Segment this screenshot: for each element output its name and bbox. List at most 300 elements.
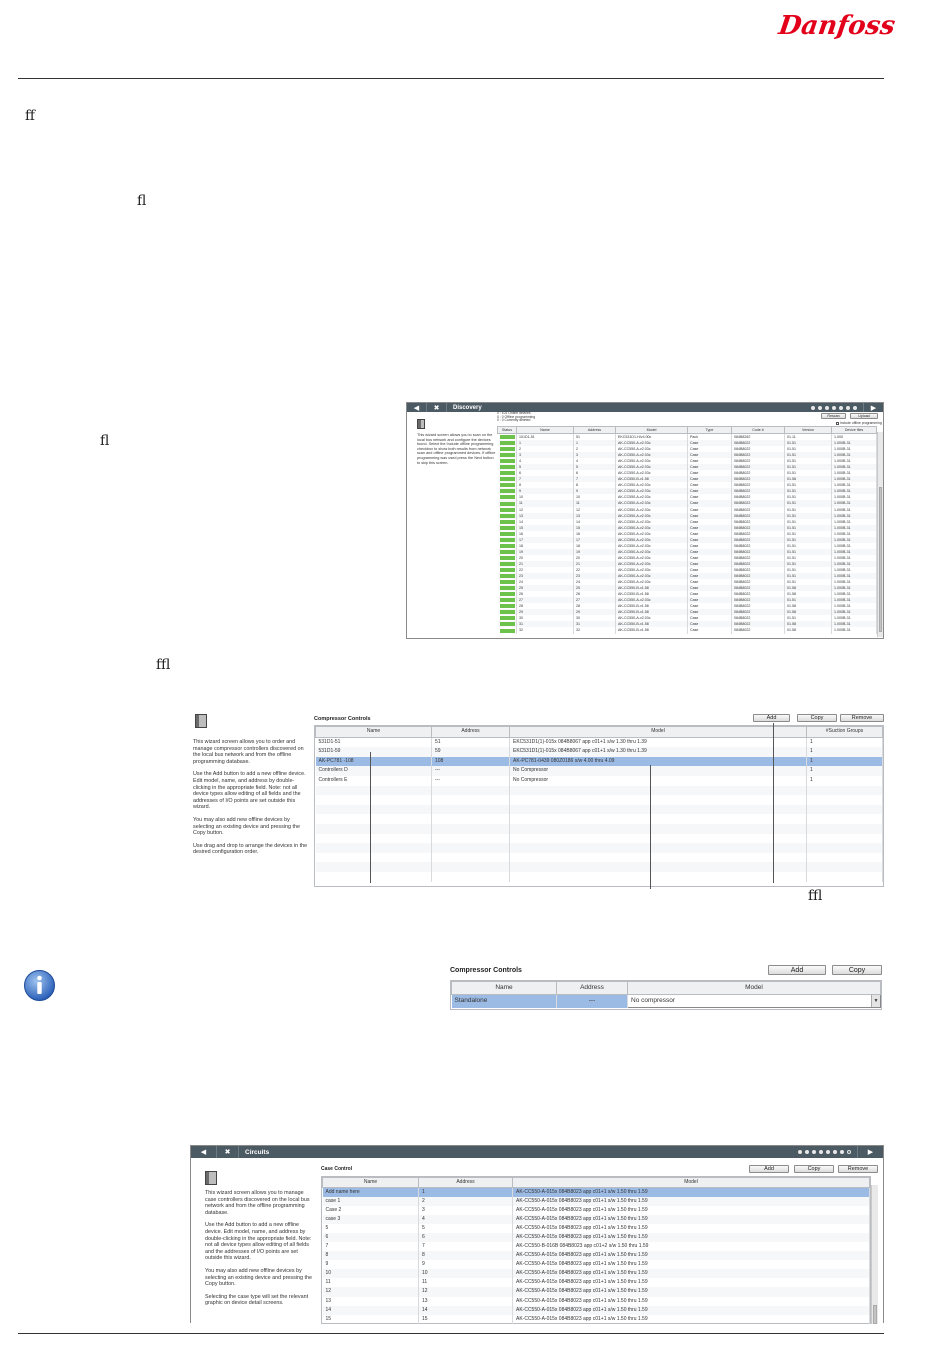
cell-code: 084B8022 bbox=[732, 603, 785, 609]
cell-status bbox=[498, 513, 517, 519]
wizard-progress-dots bbox=[811, 406, 863, 410]
standalone-table bbox=[450, 980, 882, 1010]
cell-code: 084B8022 bbox=[732, 621, 785, 627]
glyph-ff: ﬀ bbox=[25, 108, 35, 124]
cell-address[interactable]: 2 bbox=[419, 1197, 513, 1206]
cell-version: 01.58 bbox=[785, 627, 832, 633]
empty-cell bbox=[807, 814, 883, 824]
empty-cell bbox=[510, 824, 807, 834]
cell-type: Case bbox=[688, 440, 732, 446]
col-address[interactable]: Address bbox=[574, 427, 616, 434]
cell-name[interactable]: Add name here bbox=[323, 1188, 419, 1198]
col-status[interactable]: Status bbox=[498, 427, 517, 434]
cell-type: Case bbox=[688, 513, 732, 519]
cell-version: 01.51 bbox=[785, 452, 832, 458]
cell-code: 084B8022 bbox=[732, 519, 785, 525]
legend-deleted: 0 : 0 Currently deleted bbox=[497, 418, 531, 423]
discovery-window bbox=[406, 402, 884, 639]
table-row[interactable] bbox=[323, 1224, 870, 1233]
cell-model[interactable]: AK-CC550-A-015x 084B8023 app c01+1 s/w 1.50 thru 1.59 bbox=[513, 1306, 870, 1315]
cell-name: 11 bbox=[517, 500, 574, 506]
empty-cell bbox=[432, 843, 510, 853]
cell-type: Case bbox=[688, 567, 732, 573]
help-paragraph: Use drag and drop to arrange the devices in the desired configuration order. bbox=[193, 842, 308, 856]
cell-code: 084B8022 bbox=[732, 609, 785, 615]
table-row[interactable] bbox=[323, 1306, 870, 1315]
table-row[interactable] bbox=[323, 1260, 870, 1269]
scrollbar-thumb[interactable] bbox=[873, 1305, 877, 1324]
cell-name[interactable]: Controllers D bbox=[316, 766, 432, 776]
cell-model[interactable]: AK-CC550-A-015x 084B8023 app c01+1 s/w 1.50 thru 1.59 bbox=[513, 1206, 870, 1215]
cell-address[interactable]: --- bbox=[557, 995, 628, 1008]
cell-model[interactable]: No Compressor bbox=[510, 766, 807, 776]
cell-address[interactable]: 11 bbox=[419, 1278, 513, 1287]
cell-device-files: 1.000B-31 bbox=[832, 591, 877, 597]
cell-type: Case bbox=[688, 609, 732, 615]
cell-model[interactable]: EKC531D1(1)-015x 084B8067 app c01+1 s/w 1.30 thru 1.39 bbox=[510, 737, 807, 747]
col-model[interactable]: Model bbox=[616, 427, 688, 434]
cell-code: 084B8022 bbox=[732, 549, 785, 555]
cell-model[interactable]: No Compressor bbox=[510, 776, 807, 786]
cell-code: 084B8022 bbox=[732, 537, 785, 543]
cell-name[interactable]: Standalone bbox=[452, 995, 557, 1008]
cell-name: 20 bbox=[517, 555, 574, 561]
col-name[interactable]: Name bbox=[452, 982, 557, 995]
status-online-indicator bbox=[500, 435, 515, 439]
cell-address: 16 bbox=[574, 531, 616, 537]
cell-type: Case bbox=[688, 561, 732, 567]
status-online-indicator bbox=[500, 580, 515, 584]
table-row[interactable] bbox=[323, 1315, 870, 1324]
back-arrow-icon[interactable]: ◀ bbox=[407, 403, 427, 412]
cell-model[interactable]: AK-CC550-A-015x 084B8023 app c01+1 s/w 1.50 thru 1.59 bbox=[513, 1188, 870, 1198]
remove-button[interactable]: Remove bbox=[840, 714, 884, 722]
cell-version: 01.51 bbox=[785, 513, 832, 519]
cell-model[interactable]: AK-CC550-B-016B 084B8023 app c01+2 s/w 1.50 thru 1.59 bbox=[513, 1242, 870, 1251]
model-select-value: No compressor bbox=[631, 997, 676, 1004]
col-code[interactable]: Code # bbox=[732, 427, 785, 434]
cell-version: 01.51 bbox=[785, 561, 832, 567]
cell-name: 7 bbox=[517, 476, 574, 482]
col-address[interactable]: Address bbox=[432, 727, 510, 738]
discovery-scrollbar[interactable] bbox=[877, 432, 883, 637]
cell-device-files: 1.000B-31 bbox=[832, 531, 877, 537]
col-version[interactable]: Version bbox=[785, 427, 832, 434]
add-button[interactable]: Add bbox=[768, 965, 826, 975]
empty-cell bbox=[807, 872, 883, 882]
remove-button[interactable]: Remove bbox=[838, 1165, 878, 1173]
cell-code: 084B8022 bbox=[732, 525, 785, 531]
cell-model[interactable]: AK-CC550-A-015x 084B8023 app c01+1 s/w 1.50 thru 1.59 bbox=[513, 1197, 870, 1206]
cell-name[interactable]: case 3 bbox=[323, 1215, 419, 1224]
cell-model: AK-CC550-A-v2.03c bbox=[616, 537, 688, 543]
cell-model[interactable]: AK-CC550-A-015x 084B8023 app c01+1 s/w 1.50 thru 1.59 bbox=[513, 1260, 870, 1269]
table-row[interactable] bbox=[323, 1297, 870, 1306]
cell-address[interactable]: 10 bbox=[419, 1269, 513, 1278]
cell-address[interactable]: 3 bbox=[419, 1206, 513, 1215]
callout-line-name bbox=[370, 752, 371, 883]
cell-name[interactable]: AK-PC781 -108 bbox=[316, 757, 432, 767]
table-row[interactable] bbox=[323, 1278, 870, 1287]
cell-type: Case bbox=[688, 591, 732, 597]
col-model[interactable]: Model bbox=[513, 1178, 870, 1188]
window-title: Circuits bbox=[245, 1148, 270, 1156]
status-online-indicator bbox=[500, 532, 515, 536]
cell-model: AK-CC550-A-v2.03c bbox=[616, 573, 688, 579]
compressor-table bbox=[314, 725, 884, 887]
status-online-indicator bbox=[500, 622, 515, 626]
col-suction-groups[interactable]: #Suction Groups bbox=[807, 727, 883, 738]
help-paragraph: You may also add new offline devices by selecting an existing device and pressing the Copy button. bbox=[193, 816, 300, 837]
cell-type: Case bbox=[688, 525, 732, 531]
cell-status bbox=[498, 627, 517, 633]
cell-name[interactable]: 6 bbox=[323, 1233, 419, 1242]
cell-status bbox=[498, 549, 517, 555]
cell-name: 9 bbox=[517, 488, 574, 494]
cell-address: 31 bbox=[574, 621, 616, 627]
cell-address[interactable]: 9 bbox=[419, 1260, 513, 1269]
empty-cell bbox=[510, 862, 807, 872]
next-arrow-icon[interactable]: ▶ bbox=[863, 403, 883, 412]
info-icon bbox=[23, 969, 56, 1002]
cell-type: Case bbox=[688, 507, 732, 513]
cell-name[interactable]: 5 bbox=[323, 1224, 419, 1233]
table-row[interactable] bbox=[323, 1188, 870, 1198]
cell-name: 4 bbox=[517, 458, 574, 464]
col-name[interactable]: Name bbox=[316, 727, 432, 738]
danfoss-logo bbox=[776, 4, 898, 44]
col-name[interactable]: Name bbox=[323, 1178, 419, 1188]
empty-cell bbox=[432, 795, 510, 805]
empty-cell bbox=[807, 843, 883, 853]
table-row[interactable] bbox=[323, 1206, 870, 1215]
cell-code: 084B8262 bbox=[732, 434, 785, 441]
cell-model[interactable]: AK-CC550-A-015x 084B8023 app c01+1 s/w 1.50 thru 1.59 bbox=[513, 1315, 870, 1324]
copy-button[interactable]: Copy bbox=[832, 965, 882, 975]
chevron-down-icon[interactable]: ▼ bbox=[871, 995, 880, 1007]
circuits-table bbox=[321, 1176, 871, 1324]
cell-address: 23 bbox=[574, 573, 616, 579]
table-row[interactable] bbox=[323, 1287, 870, 1296]
status-online-indicator bbox=[500, 610, 515, 614]
cell-type: Case bbox=[688, 452, 732, 458]
add-button[interactable]: Add bbox=[753, 714, 790, 722]
cell-suction-groups[interactable]: 1 bbox=[807, 776, 883, 786]
cell-type: Pack bbox=[688, 434, 732, 441]
cell-version: 01.51 bbox=[785, 597, 832, 603]
copy-button[interactable]: Copy bbox=[794, 1165, 834, 1173]
cell-name[interactable]: 8 bbox=[323, 1251, 419, 1260]
cell-address: 26 bbox=[574, 591, 616, 597]
book-icon bbox=[195, 714, 207, 728]
cell-version: 01.51 bbox=[785, 519, 832, 525]
cell-address: 8 bbox=[574, 482, 616, 488]
cell-type: Case bbox=[688, 494, 732, 500]
col-model[interactable]: Model bbox=[628, 982, 881, 995]
cell-address: 15 bbox=[574, 525, 616, 531]
scrollbar-thumb[interactable] bbox=[879, 487, 882, 632]
help-paragraph: This wizard screen allows you to order and manage compressor controllers discovered on the local bus network and from the offline programming database. bbox=[193, 739, 304, 765]
cell-name[interactable]: 14 bbox=[323, 1306, 419, 1315]
col-name[interactable]: Name bbox=[517, 427, 574, 434]
cell-address[interactable]: 1 bbox=[419, 1188, 513, 1198]
cell-model: AK-CC550-A-v2.03c bbox=[616, 458, 688, 464]
empty-row bbox=[316, 872, 883, 882]
cell-model[interactable]: EKC531D1(1)-015x 084B8067 app c01+1 s/w 1.30 thru 1.39 bbox=[510, 747, 807, 757]
cell-name[interactable]: 531D1-51 bbox=[316, 737, 432, 747]
cell-model: AK-CC550-A-v2.03c bbox=[616, 446, 688, 452]
cell-name: 2 bbox=[517, 446, 574, 452]
add-button[interactable]: Add bbox=[749, 1165, 789, 1173]
cell-version: 01.51 bbox=[785, 579, 832, 585]
cell-address[interactable]: 13 bbox=[419, 1297, 513, 1306]
table-row[interactable] bbox=[498, 627, 877, 633]
cell-version: 01.51 bbox=[785, 446, 832, 452]
cell-name: 29 bbox=[517, 609, 574, 615]
book-icon bbox=[417, 419, 425, 429]
glyph-ffl: ﬄ bbox=[156, 657, 171, 673]
empty-cell bbox=[432, 814, 510, 824]
callout-line-model bbox=[650, 765, 651, 889]
cell-model[interactable]: AK-PC781-0439 080Z0186 s/w 4.00 thru 4.09 bbox=[510, 757, 807, 767]
cell-name[interactable]: case 1 bbox=[323, 1197, 419, 1206]
status-legend bbox=[497, 412, 535, 423]
cell-address: 28 bbox=[574, 603, 616, 609]
cell-suction-groups[interactable]: 1 bbox=[807, 747, 883, 757]
cell-address: 27 bbox=[574, 597, 616, 603]
cell-device-files: 1.000B-31 bbox=[832, 537, 877, 543]
empty-cell bbox=[432, 824, 510, 834]
cell-type: Case bbox=[688, 585, 732, 591]
model-select[interactable] bbox=[628, 995, 881, 1008]
cell-suction-groups[interactable]: 1 bbox=[807, 766, 883, 776]
cell-code: 084B8022 bbox=[732, 591, 785, 597]
empty-cell bbox=[432, 834, 510, 844]
copy-button[interactable]: Copy bbox=[797, 714, 837, 722]
cell-code: 084B8022 bbox=[732, 482, 785, 488]
cell-address: 2 bbox=[574, 446, 616, 452]
table-row[interactable] bbox=[316, 737, 883, 747]
cell-code: 084B8022 bbox=[732, 567, 785, 573]
cell-model: AK-CC550-A-v2.03c bbox=[616, 452, 688, 458]
cell-address[interactable]: 108 bbox=[432, 757, 510, 767]
cell-model[interactable]: AK-CC550-A-015x 084B8023 app c01+1 s/w 1.50 thru 1.59 bbox=[513, 1233, 870, 1242]
table-row[interactable] bbox=[316, 757, 883, 767]
status-online-indicator bbox=[500, 604, 515, 608]
table-row[interactable] bbox=[323, 1242, 870, 1251]
cell-code: 084B8022 bbox=[732, 440, 785, 446]
cell-device-files: 1.000B-31 bbox=[832, 476, 877, 482]
cell-device-files: 1.000B-31 bbox=[832, 519, 877, 525]
section-title: Compressor Controls bbox=[314, 716, 371, 722]
cell-address: 20 bbox=[574, 555, 616, 561]
cell-name: 32 bbox=[517, 627, 574, 633]
table-row[interactable] bbox=[316, 776, 883, 786]
cell-status bbox=[498, 531, 517, 537]
table-row[interactable] bbox=[316, 766, 883, 776]
cell-code: 084B8022 bbox=[732, 531, 785, 537]
cell-name[interactable]: 531D1-59 bbox=[316, 747, 432, 757]
status-online-indicator bbox=[500, 544, 515, 548]
cell-model: AK-CC550-A-v2.03c bbox=[616, 513, 688, 519]
cell-suction-groups[interactable]: 1 bbox=[807, 737, 883, 747]
discovery-titlebar bbox=[407, 403, 883, 412]
table-row[interactable] bbox=[323, 1251, 870, 1260]
cell-model[interactable]: AK-CC550-A-015x 084B8023 app c01+1 s/w 1.50 thru 1.59 bbox=[513, 1287, 870, 1296]
cell-address[interactable]: 51 bbox=[432, 737, 510, 747]
cell-name: 6 bbox=[517, 470, 574, 476]
cell-address[interactable]: 12 bbox=[419, 1287, 513, 1296]
cell-address[interactable]: 14 bbox=[419, 1306, 513, 1315]
table-row[interactable] bbox=[323, 1197, 870, 1206]
cell-code: 084B8022 bbox=[732, 476, 785, 482]
status-online-indicator bbox=[500, 489, 515, 493]
checkbox-label: Include offline programming bbox=[839, 421, 882, 425]
cell-model[interactable]: AK-CC550-A-015x 084B8023 app c01+1 s/w 1.50 thru 1.59 bbox=[513, 1251, 870, 1260]
include-offline-checkbox[interactable] bbox=[836, 421, 882, 425]
help-paragraph: This wizard screen allows you to manage case controllers discovered on the local bus network and from the offline programming database. bbox=[205, 1190, 310, 1216]
status-online-indicator bbox=[500, 586, 515, 590]
col-address[interactable]: Address bbox=[419, 1178, 513, 1188]
table-row[interactable] bbox=[323, 1233, 870, 1242]
cell-device-files: 1.000B-31 bbox=[832, 621, 877, 627]
cell-address: 21 bbox=[574, 561, 616, 567]
cell-model: AK-CC550-A-v2.03c bbox=[616, 464, 688, 470]
empty-cell bbox=[432, 853, 510, 863]
status-online-indicator bbox=[500, 574, 515, 578]
cell-name[interactable]: 15 bbox=[323, 1315, 419, 1324]
cell-type: Case bbox=[688, 476, 732, 482]
cell-address: 7 bbox=[574, 476, 616, 482]
upload-button[interactable]: Upload bbox=[850, 413, 878, 419]
cell-address[interactable]: 5 bbox=[419, 1224, 513, 1233]
checkbox-icon[interactable] bbox=[836, 422, 839, 425]
legend-offline: 0 : 0 Offline programming bbox=[497, 414, 536, 419]
table-row[interactable] bbox=[316, 747, 883, 757]
cell-type: Case bbox=[688, 446, 732, 452]
status-online-indicator bbox=[500, 465, 515, 469]
cell-name: 21 bbox=[517, 561, 574, 567]
cell-code: 084B8022 bbox=[732, 446, 785, 452]
col-address[interactable]: Address bbox=[557, 982, 628, 995]
cell-address: 30 bbox=[574, 615, 616, 621]
back-arrow-icon[interactable]: ◀ bbox=[191, 1146, 217, 1158]
cell-version: 01.51 bbox=[785, 500, 832, 506]
cell-model: AK-CC550-A-v2.03c bbox=[616, 470, 688, 476]
cell-model[interactable]: AK-CC550-A-015x 084B8023 app c01+1 s/w 1.50 thru 1.59 bbox=[513, 1297, 870, 1306]
cell-address[interactable]: 15 bbox=[419, 1315, 513, 1324]
cell-address[interactable]: 4 bbox=[419, 1215, 513, 1224]
cell-address[interactable]: 8 bbox=[419, 1251, 513, 1260]
table-row[interactable] bbox=[452, 995, 881, 1008]
cell-address[interactable]: 7 bbox=[419, 1242, 513, 1251]
col-type[interactable]: Type bbox=[688, 427, 732, 434]
cell-code: 084B8022 bbox=[732, 597, 785, 603]
cell-name: 10 bbox=[517, 494, 574, 500]
cell-code: 084B8022 bbox=[732, 561, 785, 567]
cell-version: 01.51 bbox=[785, 549, 832, 555]
cell-model: AK-CC550-B-v1.58 bbox=[616, 609, 688, 615]
cell-address: 9 bbox=[574, 488, 616, 494]
cell-code: 084B8022 bbox=[732, 470, 785, 476]
cell-model[interactable]: AK-CC550-A-015x 084B8023 app c01+1 s/w 1.50 thru 1.59 bbox=[513, 1215, 870, 1224]
cell-device-files: 1.000B-31 bbox=[832, 464, 877, 470]
cell-model: AK-CC550-A-v2.03c bbox=[616, 561, 688, 567]
empty-row bbox=[316, 843, 883, 853]
empty-cell bbox=[807, 862, 883, 872]
col-device-files[interactable]: Device files bbox=[832, 427, 877, 434]
cell-name[interactable]: 7 bbox=[323, 1242, 419, 1251]
cell-name: 30 bbox=[517, 615, 574, 621]
help-paragraph: Selecting the case type will set the relevant graphic on device detail screens. bbox=[205, 1293, 309, 1307]
cell-name: 1 bbox=[517, 440, 574, 446]
cell-type: Case bbox=[688, 488, 732, 494]
cell-type: Case bbox=[688, 627, 732, 633]
empty-cell bbox=[807, 834, 883, 844]
cell-model: AK-CC550-B-v1.58 bbox=[616, 621, 688, 627]
cell-version: 01.58 bbox=[785, 609, 832, 615]
cell-address[interactable]: 6 bbox=[419, 1233, 513, 1242]
cell-model: AK-CC550-A-v2.03c bbox=[616, 555, 688, 561]
cell-type: Case bbox=[688, 579, 732, 585]
cell-address: 12 bbox=[574, 507, 616, 513]
cell-name: 15 bbox=[517, 525, 574, 531]
cell-address[interactable]: 59 bbox=[432, 747, 510, 757]
empty-cell bbox=[510, 805, 807, 815]
cell-name[interactable]: Case 2 bbox=[323, 1206, 419, 1215]
discovery-table bbox=[497, 426, 877, 638]
cell-name[interactable]: 11 bbox=[323, 1278, 419, 1287]
cell-name[interactable]: 9 bbox=[323, 1260, 419, 1269]
empty-cell bbox=[316, 805, 432, 815]
col-model[interactable]: Model bbox=[510, 727, 807, 738]
status-online-indicator bbox=[500, 447, 515, 451]
glyph-fl: ﬂ bbox=[137, 193, 147, 209]
cell-model: AK-CC550-A-v2.03c bbox=[616, 525, 688, 531]
cell-name[interactable]: 12 bbox=[323, 1287, 419, 1296]
cell-model[interactable]: AK-CC550-A-015x 084B8023 app c01+1 s/w 1.50 thru 1.59 bbox=[513, 1278, 870, 1287]
cell-model: AK-CC550-A-v2.03c bbox=[616, 615, 688, 621]
cell-suction-groups[interactable]: 1 bbox=[807, 757, 883, 767]
cell-address: 22 bbox=[574, 567, 616, 573]
cell-address[interactable]: --- bbox=[432, 766, 510, 776]
cell-name[interactable]: 10 bbox=[323, 1269, 419, 1278]
cell-model[interactable]: AK-CC550-A-015x 084B8023 app c01+1 s/w 1.50 thru 1.59 bbox=[513, 1224, 870, 1233]
close-icon[interactable]: ✖ bbox=[427, 403, 447, 412]
table-row[interactable] bbox=[323, 1215, 870, 1224]
cell-device-files: 1.000B-31 bbox=[832, 549, 877, 555]
status-online-indicator bbox=[500, 441, 515, 445]
close-icon[interactable]: ✖ bbox=[217, 1146, 239, 1158]
rescan-button[interactable]: Rescan bbox=[821, 413, 846, 419]
cell-device-files: 1.000B-31 bbox=[832, 603, 877, 609]
cell-name[interactable]: 13 bbox=[323, 1297, 419, 1306]
circuits-scrollbar[interactable] bbox=[871, 1185, 878, 1324]
cell-type: Case bbox=[688, 543, 732, 549]
empty-cell bbox=[316, 786, 432, 796]
empty-cell bbox=[432, 872, 510, 882]
cell-model[interactable]: AK-CC550-A-015x 084B8023 app c01+1 s/w 1.50 thru 1.59 bbox=[513, 1269, 870, 1278]
cell-code: 084B8022 bbox=[732, 615, 785, 621]
cell-address[interactable]: --- bbox=[432, 776, 510, 786]
status-online-indicator bbox=[500, 459, 515, 463]
discovery-help-text: This wizard screen allows you to scan on the local bus network and configure the devices found. Select the Include offline programming checkbox to show both results from network scan and offline programmed devices. If offline programming was used press the Next button to skip this screen. bbox=[417, 433, 496, 465]
cell-name: 18 bbox=[517, 543, 574, 549]
cell-name[interactable]: Controllers E bbox=[316, 776, 432, 786]
cell-version: 01.51 bbox=[785, 470, 832, 476]
next-arrow-icon[interactable]: ▶ bbox=[857, 1146, 883, 1158]
table-row[interactable] bbox=[323, 1269, 870, 1278]
